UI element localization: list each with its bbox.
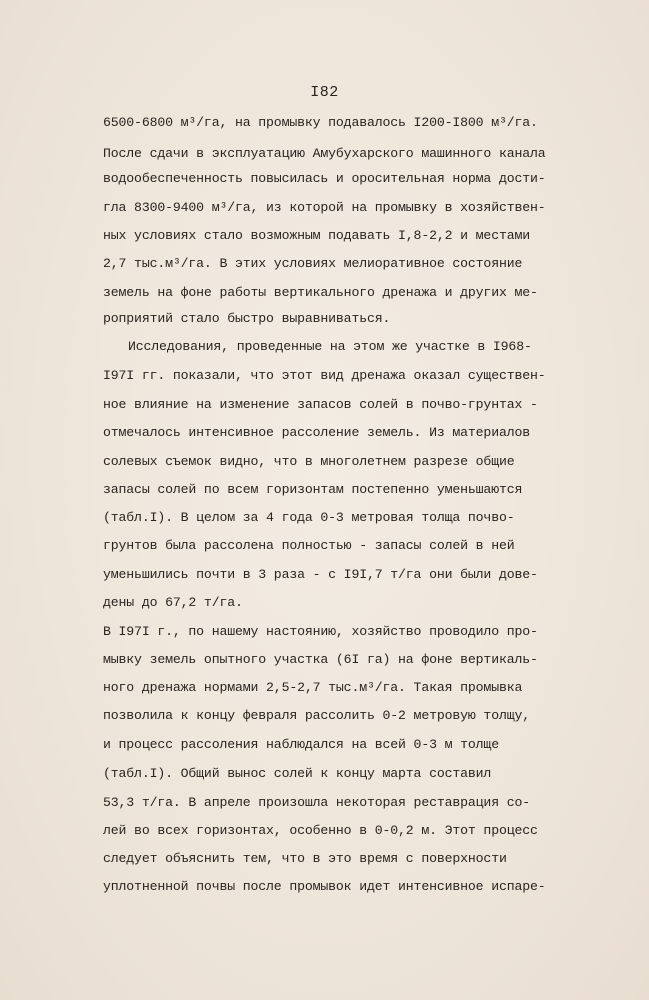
text-line: 6500-6800 м³/га, на промывку подавалось I200-I800 м³/га. <box>103 115 538 130</box>
text-line: 53,3 т/га. В апреле произошла некоторая реставрация со- <box>103 795 531 810</box>
text-line: отмечалось интенсивное рассоление земель. Из материалов <box>103 425 531 440</box>
text-line: земель на фоне работы вертикального дренажа и других ме- <box>103 285 538 300</box>
text-line: уменьшились почти в 3 раза - с I9I,7 т/га они были дове- <box>103 567 538 582</box>
text-line: 2,7 тыс.м³/га. В этих условиях мелиоративное состояние <box>103 256 523 271</box>
text-line: солевых съемок видно, что в многолетнем разрезе общие <box>103 454 515 469</box>
text-line: водообеспеченность повысилась и оросительная норма дости- <box>103 171 546 186</box>
text-line: следует объяснить тем, что в это время с поверхности <box>103 851 507 866</box>
text-line: грунтов была рассолена полностью - запасы солей в ней <box>103 538 515 553</box>
text-line: запасы солей по всем горизонтам постепенно уменьшаются <box>103 482 523 497</box>
text-line: ных условиях стало возможным подавать I,8-2,2 и местами <box>103 228 531 243</box>
text-line: и процесс рассоления наблюдался на всей 0-3 м толще <box>103 737 499 752</box>
text-line: Исследования, проведенные на этом же участке в I968- <box>128 339 532 354</box>
text-line: позволила к концу февраля рассолить 0-2 метровую толщу, <box>103 708 531 723</box>
text-line: гла 8300-9400 м³/га, из которой на промывку в хозяйствен- <box>103 200 546 215</box>
text-line: роприятий стало быстро выравниваться. <box>103 311 391 326</box>
text-line: уплотненной почвы после промывок идет интенсивное испаре- <box>103 879 546 894</box>
text-line: В I97I г., по нашему настоянию, хозяйство проводило про- <box>103 624 538 639</box>
text-line: (табл.I). В целом за 4 года 0-3 метровая толща почво- <box>103 510 515 525</box>
text-line: мывку земель опытного участка (6I га) на фоне вертикаль- <box>103 652 538 667</box>
page-number: I82 <box>310 84 339 101</box>
text-line: лей во всех горизонтах, особенно в 0-0,2 м. Этот процесс <box>103 823 538 838</box>
text-line: После сдачи в эксплуатацию Амубухарского машинного канала <box>103 146 546 161</box>
text-line: ного дренажа нормами 2,5-2,7 тыс.м³/га. Такая промывка <box>103 680 523 695</box>
text-line: дены до 67,2 т/га. <box>103 595 243 610</box>
text-line: ное влияние на изменение запасов солей в почво-грунтах - <box>103 397 538 412</box>
text-line: (табл.I). Общий вынос солей к концу марта составил <box>103 766 492 781</box>
text-line: I97I гг. показали, что этот вид дренажа оказал существен- <box>103 368 546 383</box>
